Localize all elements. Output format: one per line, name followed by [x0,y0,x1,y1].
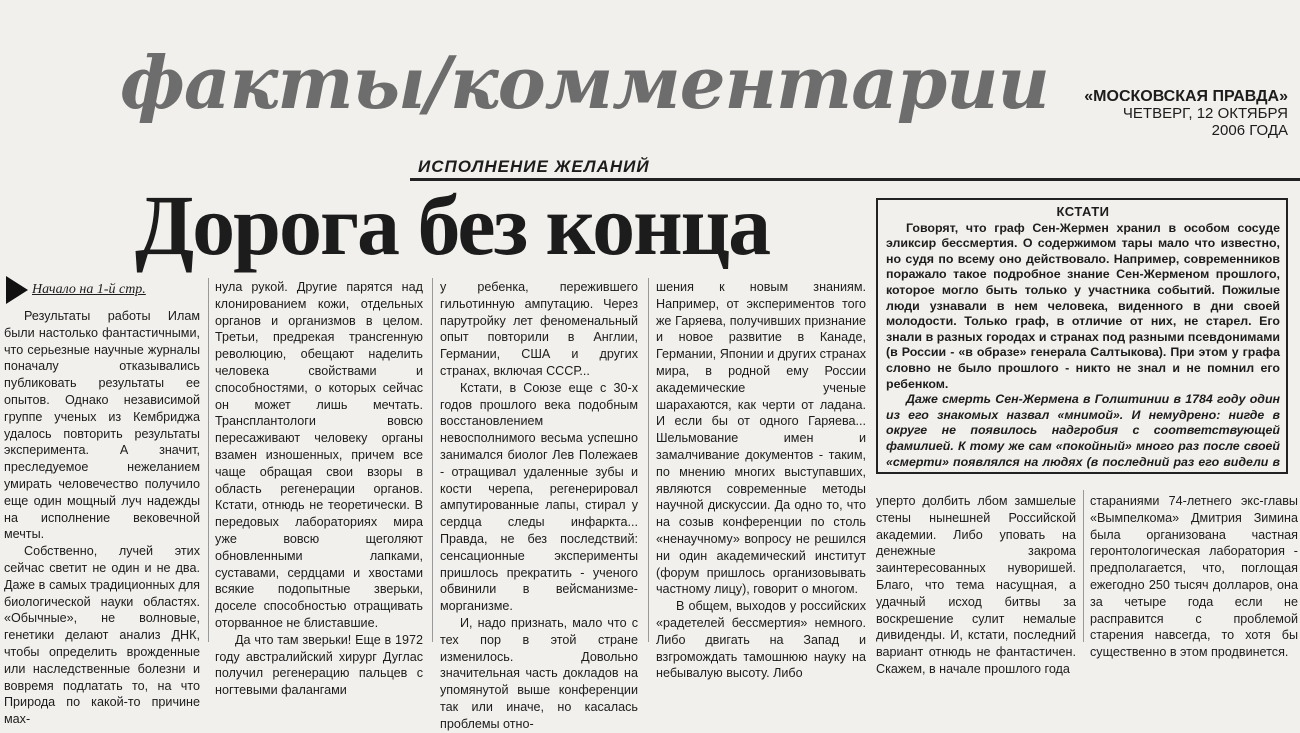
continuation-link[interactable]: Начало на 1-й стр. [32,282,146,297]
paragraph: Результаты работы Илам были настолько фантастичными, что серьезные научные журналы поначалу отказывались публиковать результаты ее опытов. Однако независимой группе ученых из Кембриджа удалось повторить результаты эксперимента. А значит, преследуемое нежеланием умирать человечество получило еще один мощный луч надежды на исполнение вековечной мечты. [4,309,200,542]
issue-year: 2006 ГОДА [1211,122,1288,139]
article-column-1 [4,308,200,728]
sidebar-paragraph: Даже смерть Сен-Жермена в Голштинии в 1784 году один из его знакомых назвал «мнимой». И немудрено: нигде в округе не появилось надгробия с соответствующей фамилией. К тому же сам «покойный» много раз после своей «смерти» появлялся на людях (в последний раз его видели в [886,392,1280,469]
paragraph: нула рукой. Другие парятся над клонированием кожи, отдельных органов и организмов в целом. Третьи, предрекая трансгенную революцию, обещают наделить человека свойствами и способностями, о которых сейчас он может лишь мечтать. Трансплантологи вовсю пересаживают человеку органы взамен изношенных, причем все чаще обращая свои взоры в область регенерации органов. Кстати, отнюдь не теоретически. В передовых лабораториях мира уже вовсю щеголяют обновленными лапками, суставами, сердцами и хвостами всякие подопытные зверьки, доселе способностью отращивать оторванное не блиставшие. [215,280,423,630]
sidebar-box [876,198,1288,474]
paragraph: И, надо признать, мало что с тех пор в этой стране изменилось. Довольно значительная часть докладов на упомянутой выше конференции так или иначе, но касалась проблемы отно- [440,615,638,731]
article-column-3 [440,279,638,733]
masthead [1084,88,1288,139]
continuation-note [6,276,146,304]
sidebar-title: КСТАТИ [1056,204,1110,219]
article-column-6 [1090,493,1298,661]
paragraph: Кстати, в Союзе еще с 30-х годов прошлого века подобным восстановлением невосполнимого весьма успешно занимался биолог Лев Полежаев - отращивал удаленные зубы и кости черепа, регенерировал ампутированные лапы, стирал у сердца следы инфаркта... Правда, не без последствий: сенсационные эксперименты пришлось прекратить - ученого обвинили в вейсманизме-морганизме. [440,380,638,614]
issue-date: ЧЕТВЕРГ, 12 ОКТЯБРЯ [1122,105,1288,122]
paragraph: у ребенка, пережившего гильотинную ампутацию. Через парутройку лет феноменальный опыт повторили в Англии, Германии, США и других странах, включая СССР... [440,280,638,378]
article-column-4 [656,279,866,682]
paragraph: Собственно, лучей этих сейчас светит не один и не два. Даже в самых традиционных для биологической науки областях. «Обычные», не волновые, генетики делают анализ ДНК, чтобы определить врожденные или наследственные болезни и вовремя подлатать то, на что Природа по какой-то причине мах- [4,544,200,727]
column-rule [648,278,649,642]
paragraph: шения к новым знаниям. Например, от экспериментов того же Гаряева, получивших признание и новое развитие в Канаде, Германии, Японии и других странах мира, в родной ему России академические ученые шарахаются, как черти от ладана. И если бы от одного Гаряева... Шельмование имен и замалчивание документов - таким, по мнению многих выступавших, являются современные методы научной дискуссии. Да одно то, что на созыв конференции по столь «ненаучному» вопросу не решился ни один академический институт (форум пришлось организовывать частному лицу), говорит о многом. [656,280,866,597]
section-rubric: факты/комментарии [120,40,1049,125]
article-column-2 [215,279,423,699]
sidebar-paragraph: Говорят, что граф Сен-Жермен хранил в особом сосуде эликсир бессмертия. О содержимом тары мало что известно, но судя по всему оно действовало. Например, современников поражало такое подробное знание Сен-Жерменом прошлого, которое могло быть только у участника событий. Пожилые люди узнавали в нем человека, виденного в дни своей молодости. Только граф, в отличие от них, не старел. Его знали в разных городах и странах под разными псевдонимами (в России - «в образе» генерала Салтыкова). При этом у графа словно не было прошлого - никто не знал и не помнил его ребенком. [886,220,1280,391]
arrow-icon [6,276,28,304]
newspaper-name: «МОСКОВСКАЯ ПРАВДА» [1084,88,1288,105]
paragraph: стараниями 74-летнего экс-главы «Вымпелкома» Дмитрия Зимина была организована частная геронтологическая лаборатория - предполагается, что, поглощая ежегодно 250 тысяч долларов, она за четыре года если не расправится с проблемой старения навсегда, то хотя бы существенно в этом продвинется. [1090,494,1298,660]
column-rule [208,278,209,642]
paragraph: уперто долбить лбом замшелые стены нынешней Российской академии. Либо уповать на денежные закрома заинтересованных нуворишей. Благо, что тема насущная, а удачный исход битвы за воскрешение сулит немалые дивиденды. И, кстати, последний вариант отнюдь не фантастичен. Скажем, в начале прошлого года [876,494,1076,676]
article-column-5 [876,493,1076,678]
kicker: ИСПОЛНЕНИЕ ЖЕЛАНИЙ [418,157,650,176]
column-rule [1083,490,1084,642]
headline: Дорога без конца [135,177,770,273]
paragraph: В общем, выходов у российских «радетелей бессмертия» немного. Либо двигать на Запад и взгромождать тамошнюю науку на небывалую высоту. Либо [656,599,866,681]
paragraph: Да что там зверьки! Еще в 1972 году австралийский хирург Дуглас получил регенерацию пальцев с ногтевыми фалангами [215,632,423,698]
column-rule [432,278,433,642]
